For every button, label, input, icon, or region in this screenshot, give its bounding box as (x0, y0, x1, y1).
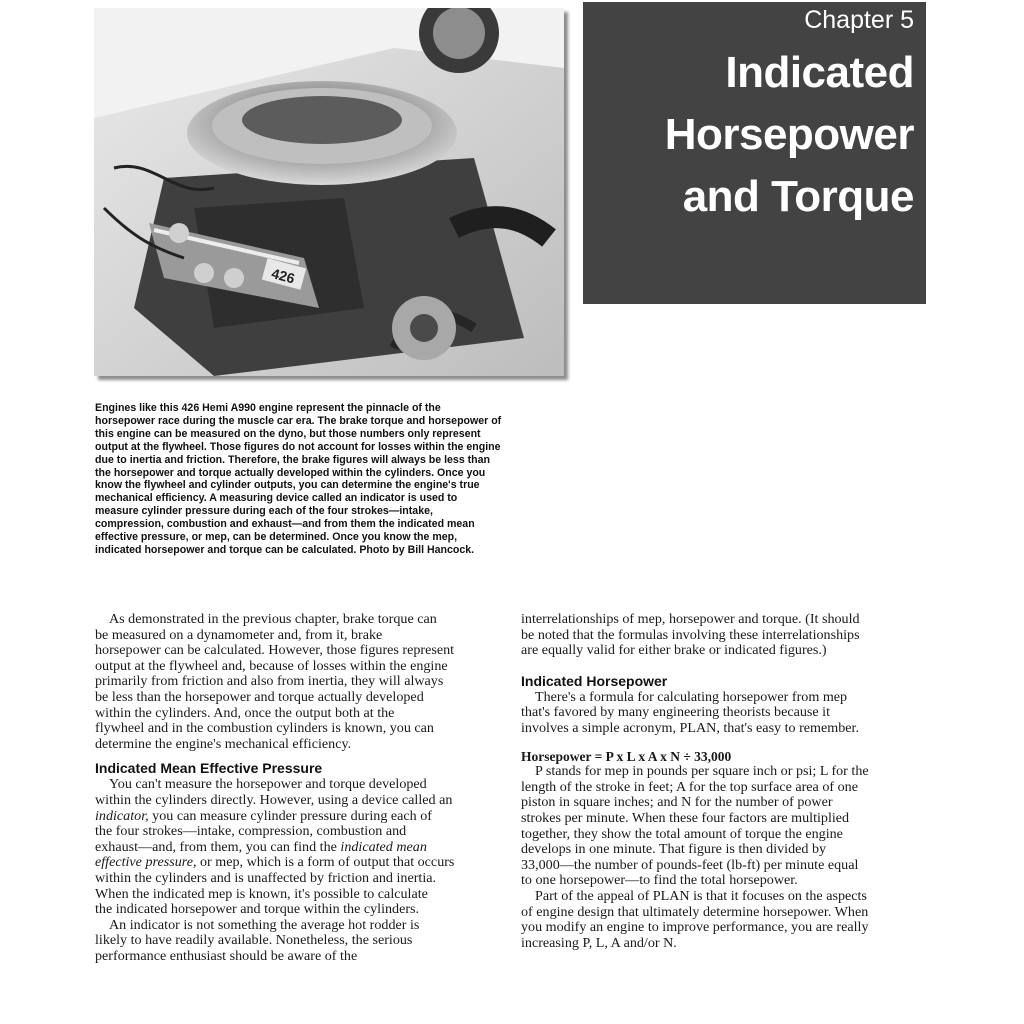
caption-line: this engine can be measured on the dyno, but those numbers only represent (95, 427, 481, 440)
body-line: of engine design that ultimately determine horsepower. When (521, 903, 869, 920)
body-line: within the cylinders. And, once the output both at the (95, 704, 395, 721)
body-line: When the indicated mep is known, it's possible to calculate (95, 885, 428, 902)
body-line: output at the flywheel and, because of losses within the engine (95, 657, 448, 674)
emphasis-text: indicator, (95, 807, 149, 824)
caption-line: the horsepower and torque actually developed within the cylinders. Once you (95, 466, 486, 479)
body-line: be less than the horsepower and torque actually developed (95, 688, 424, 705)
body-line: interrelationships of mep, horsepower and torque. (It should (521, 611, 860, 627)
body-line: be noted that the formulas involving these interrelationships (521, 626, 860, 643)
horsepower-formula: Horsepower = P x L x A x N ÷ 33,000 (521, 748, 732, 764)
caption-line: know the flywheel and cylinder outputs, you can determine the engine's true (95, 479, 480, 492)
body-line (95, 855, 505, 871)
body-column-right (521, 612, 921, 951)
body-line: An indicator is not something the average hot rodder is (109, 916, 420, 933)
chapter-title-line: and Torque (682, 172, 914, 221)
body-line: As demonstrated in the previous chapter, brake torque can (109, 611, 437, 627)
engine-badge: 426 (269, 265, 297, 287)
engine-photo (94, 8, 564, 376)
photo-caption (95, 402, 565, 557)
body-line: determine the engine's mechanical efficiency. (95, 735, 352, 752)
body-line: You can't measure the horsepower and torque developed (109, 776, 427, 793)
body-line: performance enthusiast should be aware of the (95, 947, 358, 964)
body-line: horsepower can be calculated. However, those figures represent (95, 642, 455, 659)
body-line: Part of the appeal of PLAN is that it focuses on the aspects (535, 887, 867, 904)
body-line: primarily from friction and also from inertia, they will always (95, 673, 444, 690)
body-line: to one horsepower—to find the total horsepower. (521, 872, 798, 889)
body-line: involves a simple acronym, PLAN, that's easy to remember. (521, 719, 859, 736)
caption-line: due to inertia and friction. Therefore, the brake figures will always be less than (95, 453, 491, 466)
body-line: within the cylinders and is unaffected by friction and inertia. (95, 869, 437, 886)
body-line: strokes per minute. When these four factors are multiplied (521, 809, 850, 826)
chapter-title (665, 42, 914, 228)
caption-line: effective pressure, or mep, can be determined. Once you know the mep, (95, 531, 458, 544)
caption-line: indicated horsepower and torque can be calculated. Photo by Bill Hancock. (95, 543, 475, 556)
body-line: together, they show the total amount of torque the engine (521, 825, 843, 842)
body-line: flywheel and in the combustion cylinders is known, you can (95, 720, 434, 737)
caption-line: measure cylinder pressure during each of the four strokes—intake, (95, 505, 433, 518)
body-line: 33,000—the number of pounds-feet (lb-ft) per minute equal (521, 856, 859, 873)
chapter-title-line: Indicated (725, 48, 914, 97)
body-line: There's a formula for calculating horsepower from mep (535, 688, 848, 705)
body-line (95, 809, 505, 825)
chapter-title-line: Horsepower (664, 110, 914, 159)
body-line: piston in square inches; and N for the number of power (521, 794, 833, 811)
emphasis-text: indicated mean (340, 838, 427, 855)
body-line: P stands for mep in pounds per square inch or psi; L for the (535, 763, 869, 780)
body-line: within the cylinders directly. However, using a device called an (95, 791, 453, 808)
emphasis-text: effective pressure, (95, 854, 197, 871)
body-text: or mep, which is a form of output that occurs (196, 854, 455, 871)
section-heading-indicated-horsepower: Indicated Horsepower (521, 672, 668, 689)
caption-line: compression, combustion and exhaust—and from them the indicated mean (95, 518, 475, 531)
chapter-title-block (583, 2, 926, 304)
body-column-left (95, 612, 505, 964)
body-line: increasing P, L, A and/or N. (521, 934, 677, 951)
body-line: the four strokes—intake, compression, combustion and (95, 823, 407, 840)
chapter-label: Chapter 5 (804, 6, 914, 34)
caption-line: Engines like this 426 Hemi A990 engine represent the pinnacle of the (95, 402, 441, 414)
body-line: that's favored by many engineering theorists because it (521, 704, 830, 721)
caption-line: mechanical efficiency. A measuring device called an indicator is used to (95, 492, 458, 505)
body-text: you can measure cylinder pressure during each of (148, 807, 432, 824)
body-line: are equally valid for either brake or indicated figures.) (521, 642, 827, 659)
body-line: develops in one minute. That figure is then divided by (521, 841, 827, 858)
caption-line: horsepower race during the muscle car era. The brake torque and horsepower of (95, 414, 502, 427)
caption-line: output at the flywheel. Those figures do not account for losses within the engine (95, 440, 501, 453)
body-line: length of the stroke in feet; A for the top surface area of one (521, 778, 858, 795)
body-text: exhaust—and, from them, you can find the (95, 838, 341, 855)
body-line (95, 840, 505, 856)
body-line: you modify an engine to improve performance, you are really (521, 919, 869, 936)
body-line: likely to have readily available. Nonetheless, the serious (95, 932, 413, 949)
section-heading-mep: Indicated Mean Effective Pressure (95, 760, 323, 777)
body-line: be measured on a dynamometer and, from it, brake (95, 626, 383, 643)
body-line: the indicated horsepower and torque within the cylinders. (95, 901, 420, 918)
